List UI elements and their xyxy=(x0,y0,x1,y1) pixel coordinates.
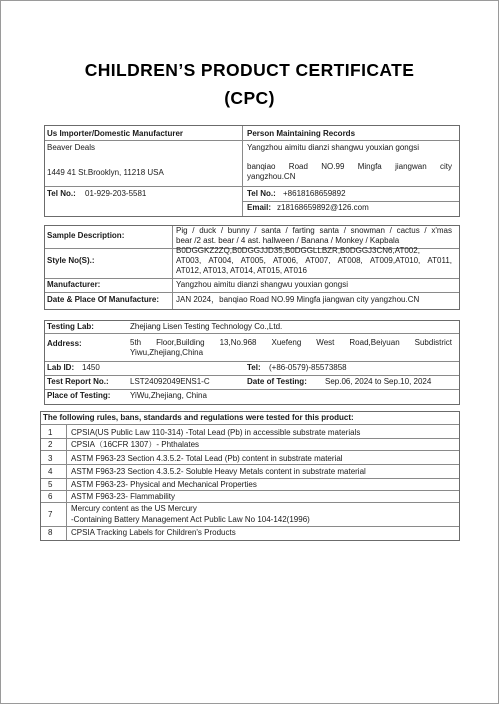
parties-header-line xyxy=(45,140,459,141)
style-line xyxy=(45,278,459,279)
regs-row-line xyxy=(41,526,459,527)
date-place-value: JAN 2024，banqiao Road NO.99 Mingfa jiangwan city yangzhou.CN xyxy=(176,295,420,304)
lab-label: Testing Lab: xyxy=(47,322,94,331)
style-line2: AT003, AT004, AT005, AT006, AT007, AT008, AT009,AT010, AT011, xyxy=(176,256,452,265)
regs-row-line xyxy=(41,502,459,503)
importer-address: 1449 41 St.Brooklyn, 11218 USA xyxy=(47,168,164,177)
certificate-title: CHILDREN’S PRODUCT CERTIFICATE xyxy=(84,60,415,80)
regs-row-line xyxy=(41,450,459,451)
lab-tel: (+86-0579)-85573858 xyxy=(269,363,347,372)
sample-line2: bear /2 ast. bear / 4 ast. hallween / Banana / Monkey / Kapbala xyxy=(176,236,400,245)
reg-number: 3 xyxy=(48,454,53,463)
reg-text: ASTM F963-23- Physical and Mechanical Properties xyxy=(71,480,257,489)
address-line2: Yiwu,Zhejiang,China xyxy=(130,348,204,357)
reg-text: CPSIA(US Public Law 110-314) -Total Lead (Pb) in accessible substrate materials xyxy=(71,428,361,437)
report-number: LST24092049ENS1-C xyxy=(130,377,210,386)
reg-number: 4 xyxy=(48,467,53,476)
reg-number: 1 xyxy=(48,428,53,437)
records-tel: +8618168659892 xyxy=(283,189,346,198)
reg-text-continued: -Containing Battery Management Act Public Law No 104-142(1996) xyxy=(71,515,310,524)
certificate-subtitle: (CPC) xyxy=(224,88,275,108)
labid-line xyxy=(45,375,459,376)
reg-text: Mercury content as the US Mercury xyxy=(71,504,197,513)
lab-line xyxy=(45,333,459,334)
lab-name: Zhejiang Lisen Testing Technology Co.,Ltd. xyxy=(130,322,283,331)
test-date-label: Date of Testing: xyxy=(247,377,307,386)
records-tel-label: Tel No.: xyxy=(247,189,276,198)
reg-number: 7 xyxy=(48,510,53,519)
style-line1: B0DGGKZ2ZQ,B0DGGJJD35,B0DGGLLBZR,B0DGGJ3CN6,AT002, xyxy=(176,246,420,255)
address-line xyxy=(45,361,459,362)
reg-number: 6 xyxy=(48,492,53,501)
report-line xyxy=(45,389,459,390)
reg-text: ASTM F963-23- Flammability xyxy=(71,492,176,501)
style-label: Style No(S).: xyxy=(47,256,95,265)
records-email-line xyxy=(242,201,459,202)
reg-text: ASTM F963-23 Section 4.3.5.2- Soluble Heavy Metals content in substrate material xyxy=(71,467,366,476)
records-tel-line xyxy=(242,186,459,187)
lab-id: 1450 xyxy=(82,363,100,372)
records-email-label: Email: xyxy=(247,203,272,212)
reg-number: 5 xyxy=(48,480,53,489)
importer-label: Us Importer/Domestic Manufacturer xyxy=(47,129,184,138)
records-address-line1: banqiao Road NO.99 Mingfa jiangwan city xyxy=(247,162,452,171)
importer-name: Beaver Deals xyxy=(47,143,96,152)
regs-row-line xyxy=(41,478,459,479)
report-label: Test Report No.: xyxy=(47,377,109,386)
address-label: Address: xyxy=(47,339,82,348)
place-label: Place of Testing: xyxy=(47,391,111,400)
sample-label: Sample Description: xyxy=(47,231,125,240)
regs-number-divider xyxy=(66,424,67,540)
date-place-label: Date & Place Of Manufacture: xyxy=(47,295,160,304)
reg-text: ASTM F963-23 Section 4.3.5.2- Total Lead (Pb) content in substrate material xyxy=(71,454,343,463)
test-date: Sep.06, 2024 to Sep.10, 2024 xyxy=(325,377,432,386)
manufacturer-line xyxy=(45,292,459,293)
sample-line1: Pig / duck / bunny / santa / farting santa / snowman / cactus / x'mas xyxy=(176,226,452,235)
records-address-line2: yangzhou.CN xyxy=(247,172,296,181)
lab-id-label: Lab ID: xyxy=(47,363,75,372)
regs-row-line xyxy=(41,438,459,439)
address-line1: 5th Floor,Building 13,No.968 Xuefeng West Road,Beiyuan Subdistrict xyxy=(130,338,452,347)
records-label: Person Maintaining Records xyxy=(247,129,356,138)
manufacturer-label: Manufacturer: xyxy=(47,280,101,289)
reg-text: CPSIA（16CFR 1307）- Phthalates xyxy=(71,440,200,449)
importer-tel: 01-929-203-5581 xyxy=(85,189,147,198)
reg-number: 8 xyxy=(48,528,53,537)
reg-number: 2 xyxy=(48,440,53,449)
regs-header: The following rules, bans, standards and regulations were tested for this product: xyxy=(43,413,354,422)
reg-text: CPSIA Tracking Labels for Children's Products xyxy=(71,528,236,537)
product-divider xyxy=(172,226,173,309)
records-name: Yangzhou aimitu dianzi shangwu youxian gongsi xyxy=(247,143,419,152)
importer-tel-line xyxy=(45,186,242,187)
regs-row-line xyxy=(41,490,459,491)
regs-header-line xyxy=(41,424,459,425)
lab-tel-label: Tel: xyxy=(247,363,261,372)
importer-tel-label: Tel No.: xyxy=(47,189,76,198)
manufacturer-name: Yangzhou aimitu dianzi shangwu youxian gongsi xyxy=(176,280,348,289)
records-email: z18168659892@126.com xyxy=(277,203,369,212)
regs-row-line xyxy=(41,464,459,465)
style-line3: AT012, AT013, AT014, AT015, AT016 xyxy=(176,266,307,275)
place-value: YiWu,Zhejiang, China xyxy=(130,391,207,400)
